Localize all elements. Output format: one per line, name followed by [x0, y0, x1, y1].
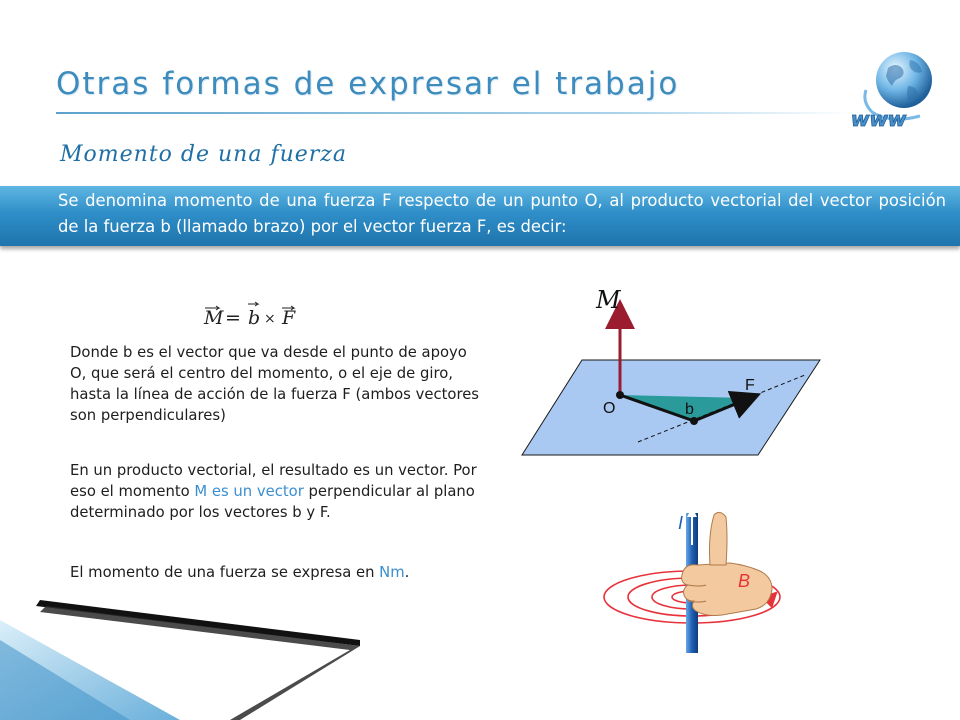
definition-text: Se denomina momento de una fuerza F respecto de un punto O, al producto vectorial del vector posición de la fuerza b (llamado brazo) por el vector fuerza F, es decir: [58, 191, 946, 236]
www-globe-icon [849, 46, 938, 132]
label-I: I [678, 513, 684, 533]
formula-M: M [204, 307, 224, 329]
paragraph-vector-product-post: perpendicular al plano determinado por los vectores b y F. [70, 483, 475, 521]
label-F: F [745, 377, 755, 394]
paragraph-vector-product-highlight: M es un vector [194, 483, 304, 500]
formula-F: F [282, 307, 296, 329]
svg-text:www: www [849, 107, 909, 131]
slide-title: Otras formas de expresar el trabajo [56, 66, 680, 102]
b-endpoint [690, 417, 698, 425]
label-M: M [596, 286, 621, 314]
paragraph-definition-b: Donde b es el vector que va desde el punto de apoyo O, que será el centro del momento, o el eje de giro, hasta la línea de acción de la fuerza F (ambos vectores son perpendiculares) [70, 344, 480, 424]
section-subtitle: Momento de una fuerza [60, 142, 347, 167]
moment-formula [200, 300, 310, 332]
formula-b: b [248, 307, 261, 329]
paragraph-vector-product [70, 460, 482, 523]
paragraph-units [70, 562, 482, 583]
paragraph-units-pre: El momento de una fuerza se expresa en [70, 564, 380, 581]
corner-decoration [0, 600, 360, 720]
label-O: O [603, 400, 616, 417]
title-underline [56, 112, 856, 114]
origin-point [616, 391, 624, 399]
paragraph-units-highlight: Nm [379, 564, 405, 581]
formula-eq: = [225, 307, 241, 329]
formula-times: × [264, 311, 276, 327]
label-b: b [685, 401, 694, 418]
moment-diagram [520, 280, 820, 460]
right-hand-rule-figure [598, 505, 783, 653]
label-B: B [738, 571, 751, 591]
paragraph-vector-product-pre: En un producto vectorial, el resultado es un vector. Por eso el momento [70, 462, 477, 500]
paragraph-units-post: . [404, 564, 410, 581]
